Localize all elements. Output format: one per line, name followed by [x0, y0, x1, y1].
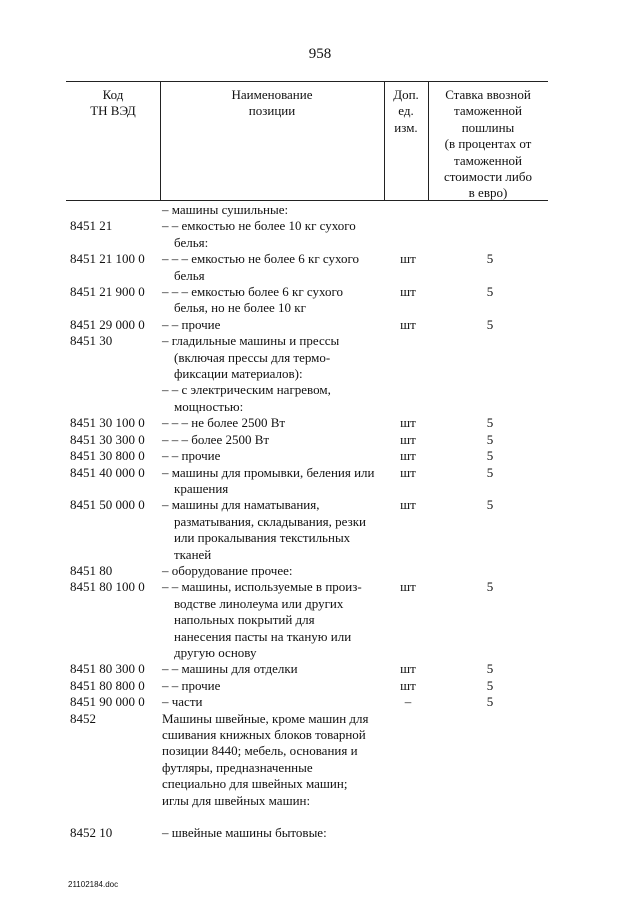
table-row	[0, 317, 640, 333]
row-code: 8451 30 300 0	[70, 431, 145, 447]
row-rate: 5	[486, 677, 494, 693]
row-unit	[386, 202, 430, 218]
row-code: 8451 80 100 0	[70, 579, 145, 595]
page-number: 958	[308, 46, 332, 62]
row-unit: шт	[400, 579, 416, 595]
row-name-line: другую основу	[174, 644, 257, 660]
row-unit	[386, 333, 430, 382]
row-unit: шт	[400, 497, 416, 513]
row-code: 8451 21 100 0	[70, 251, 145, 267]
row-code: 8452 10	[70, 825, 113, 841]
row-name-line: – швейные машины бытовые:	[162, 825, 327, 841]
table-row	[0, 497, 640, 563]
row-unit	[386, 711, 430, 809]
row-name	[162, 465, 386, 498]
row-name-line: фиксации материалов):	[174, 366, 303, 382]
table-row	[0, 563, 640, 579]
row-code: 8451 29 000 0	[70, 316, 145, 332]
table-row	[0, 202, 640, 218]
row-name	[162, 579, 386, 661]
row-code: 8451 30	[70, 333, 113, 349]
row-code: 8451 21	[70, 218, 113, 234]
row-rate: 5	[486, 431, 494, 447]
row-unit	[386, 809, 430, 825]
row-name-line: белья, но не более 10 кг	[174, 300, 306, 316]
row-name-line: тканей	[174, 546, 212, 562]
row-name	[162, 202, 386, 218]
row-code: 8451 30 800 0	[70, 448, 145, 464]
row-name	[162, 415, 386, 431]
row-name-line: мощностью:	[174, 398, 244, 414]
row-unit: шт	[400, 661, 416, 677]
row-rate: 5	[486, 415, 494, 431]
row-name	[162, 809, 386, 825]
row-rate	[430, 202, 550, 218]
row-code: 8451 30 100 0	[70, 415, 145, 431]
table-row	[0, 218, 640, 251]
row-name-line: – – – не более 2500 Вт	[162, 415, 286, 431]
row-name-line: – – машины для отделки	[162, 661, 298, 677]
row-name-line: – гладильные машины и прессы	[162, 333, 340, 349]
row-unit: шт	[400, 677, 416, 693]
table-row	[0, 284, 640, 317]
row-name	[162, 694, 386, 710]
row-code: 8451 40 000 0	[70, 464, 145, 480]
row-rate	[430, 333, 550, 382]
row-unit: шт	[400, 251, 416, 267]
row-name-line: крашения	[174, 480, 229, 496]
row-name-line: – – – емкостью более 6 кг сухого	[162, 284, 344, 300]
row-name-line: Машины швейные, кроме машин для	[162, 710, 369, 726]
row-name-line: – – прочие	[162, 316, 221, 332]
row-rate: 5	[486, 661, 494, 677]
row-name	[162, 284, 386, 317]
row-code	[0, 809, 158, 825]
row-name	[162, 448, 386, 464]
row-unit	[386, 563, 430, 579]
row-code: 8451 80 800 0	[70, 677, 145, 693]
row-name	[162, 497, 386, 563]
row-name-line: разматывания, складывания, резки	[174, 513, 366, 529]
row-name-line	[162, 809, 386, 825]
row-name	[162, 711, 386, 809]
row-rate	[430, 382, 550, 415]
row-name-line: иглы для швейных машин:	[162, 792, 311, 808]
row-name-line: – машины для промывки, беления или	[162, 464, 375, 480]
table-row	[0, 825, 640, 841]
row-unit	[386, 218, 430, 251]
row-name-line: белья	[174, 267, 205, 283]
table-row	[0, 448, 640, 464]
row-name-line: – – – емкостью не более 6 кг сухого	[162, 251, 360, 267]
table-row	[0, 678, 640, 694]
row-rate	[430, 563, 550, 579]
row-name	[162, 825, 386, 841]
row-rate: 5	[486, 251, 494, 267]
row-code: 8452	[70, 710, 96, 726]
row-name-line: футляры, предназначенные	[162, 759, 313, 775]
row-name-line: – – емкостью не более 10 кг сухого	[162, 218, 356, 234]
row-unit: шт	[400, 316, 416, 332]
row-unit: шт	[400, 284, 416, 300]
row-rate: 5	[486, 497, 494, 513]
row-rate: 5	[486, 448, 494, 464]
table-row	[0, 579, 640, 661]
row-name-line: нанесения пасты на тканую или	[174, 628, 352, 644]
table-row	[0, 415, 640, 431]
row-name-line: – – прочие	[162, 677, 221, 693]
row-code: 8451 80 300 0	[70, 661, 145, 677]
row-name-line: – оборудование прочее:	[162, 562, 293, 578]
row-name	[162, 382, 386, 415]
row-name	[162, 678, 386, 694]
row-code: 8451 50 000 0	[70, 497, 145, 513]
row-name-line: – – – более 2500 Вт	[162, 431, 270, 447]
row-name-line: – машины для наматывания,	[162, 497, 320, 513]
row-rate	[430, 218, 550, 251]
table-row	[0, 809, 640, 825]
row-rate: 5	[486, 694, 494, 710]
row-name	[162, 333, 386, 382]
row-name-line: позиции 8440; мебель, основания и	[162, 743, 358, 759]
header-code: Код ТН ВЭД	[90, 87, 136, 119]
table-row	[0, 432, 640, 448]
row-code	[0, 382, 158, 415]
row-name-line: – – машины, используемые в произ-	[162, 579, 362, 595]
table-row	[0, 465, 640, 498]
row-name-line: (включая прессы для термо-	[174, 349, 331, 365]
table-row	[0, 333, 640, 382]
row-rate	[430, 711, 550, 809]
row-rate: 5	[486, 284, 494, 300]
row-name-line: напольных покрытий для	[174, 612, 315, 628]
row-unit: –	[404, 694, 412, 710]
row-name-line: – – с электрическим нагревом,	[162, 382, 331, 398]
row-rate	[430, 809, 550, 825]
row-code: 8451 80	[70, 562, 113, 578]
row-code	[0, 202, 158, 218]
table-row	[0, 661, 640, 677]
row-unit: шт	[400, 431, 416, 447]
row-name-line: сшивания книжных блоков товарной	[162, 727, 366, 742]
table-row	[0, 382, 640, 415]
row-unit: шт	[400, 448, 416, 464]
header-rate: Ставка ввозной таможенной пошлины (в процентах от таможенной стоимости либо в евро)	[443, 87, 532, 201]
row-name-line: белья:	[174, 234, 209, 250]
row-rate	[430, 825, 550, 841]
table-row	[0, 694, 640, 710]
row-name	[162, 661, 386, 677]
row-unit	[386, 382, 430, 415]
row-unit: шт	[400, 464, 416, 480]
row-name-line: – машины сушильные:	[162, 202, 289, 217]
table-top-rule	[66, 81, 548, 82]
footer-filename: 21102184.doc	[68, 880, 119, 889]
row-name	[162, 563, 386, 579]
row-name	[162, 218, 386, 251]
row-unit: шт	[400, 415, 416, 431]
row-name-line: специально для швейных машин;	[162, 776, 348, 792]
row-code: 8451 90 000 0	[70, 694, 145, 710]
row-name	[162, 432, 386, 448]
row-rate: 5	[486, 464, 494, 480]
row-name-line: или прокалывания текстильных	[174, 530, 351, 546]
row-name-line: – – прочие	[162, 448, 221, 464]
row-rate: 5	[486, 316, 494, 332]
table-row	[0, 251, 640, 284]
row-rate: 5	[486, 579, 494, 595]
table-body	[0, 202, 640, 842]
table-row	[0, 711, 640, 809]
row-code: 8451 21 900 0	[70, 284, 145, 300]
row-name	[162, 317, 386, 333]
row-name-line: – части	[162, 694, 203, 710]
row-name-line: водстве линолеума или других	[174, 595, 344, 611]
header-unit: Доп. ед. изм.	[393, 87, 419, 135]
row-name	[162, 251, 386, 284]
header-name: Наименование позиции	[231, 87, 313, 119]
row-unit	[386, 825, 430, 841]
